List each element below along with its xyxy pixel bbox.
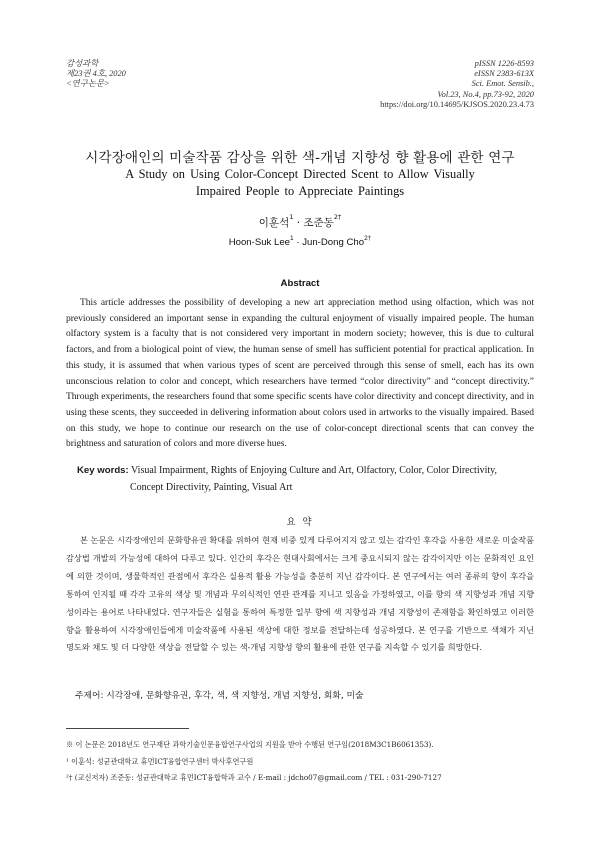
author1-affil-ko: 1 xyxy=(289,213,294,221)
footnote-divider xyxy=(66,728,189,729)
author-separator-en: · xyxy=(293,237,303,248)
summary-heading: 요 약 xyxy=(286,517,314,528)
author-separator-ko: · xyxy=(293,217,304,229)
footnote-funding: ※ 이 논문은 2018년도 연구재단 과학기술인문융합연구사업의 지원을 받아 수행된 연구임(2018M3C1B6061353). xyxy=(66,740,434,749)
journal-name-ko: 감성과학 xyxy=(66,59,99,68)
eissn: eISSN 2383-613X xyxy=(474,69,534,79)
journal-name-en: Sci. Emot. Sensib., xyxy=(471,79,534,89)
footnote-author1: ¹ 이훈석: 성균관대학교 휴먼ICT융합연구센터 박사후연구원 xyxy=(66,756,254,766)
abstract-heading: Abstract xyxy=(280,278,320,289)
summary-body: 본 논문은 시각장애인의 문화향유권 확대를 위하여 현재 비중 있게 다루어지지 않고 있는 감각인 후각을 사용한 새로운 미술작품 감상법 개발의 가능성에 대하여 다루고 있다. 인간의 후각은 현대사회에서는 크게 중요시되지 않는 감각이지만 이는 문화적인 요인에 의한 것이며, 생물학적인 관점에서 후각은 실용적 활용 가능성을 충분히 지닌 감각이다. 본 연구에서는 여러 종류의 향이 후각을 통하여 인지될 때 각각 고유의 색상 및 개념과 무의식적인 연관 관계를 지니고 있음을 가정하였고, 이를 향의 색 지향성과 개념 지향성이라는 용어로 나타내었다. 연구자들은 실험을 통하여 특정한 일부 향에 색 지향성과 개념 지향성이 존재함을 확인하였고 이러한 향을 활용하여 시각장애인들에게 미술작품에 사용된 색상에 대한 정보를 전달하는데 성공하였다. 본 연구를 기반으로 색채가 지닌 명도와 채도 및 더 다양한 색상을 전달할 수 있는 색-개념 지향성 향의 활용에 관한 연구를 지속할 수 있기를 희망한다. xyxy=(66,535,534,653)
author2-affil-en: 2† xyxy=(364,235,372,242)
title-english xyxy=(60,166,540,200)
footnote-author2: ²† (교신저자) 조준동: 성균관대학교 휴먼ICT융합학과 교수 / E-mail : jdcho07@gmail.com / TEL : 031-290-7127 xyxy=(66,773,442,783)
journal-volume-ko: 제23권 4호, 2020 xyxy=(66,69,126,79)
author1-name-en: Hoon-Suk Lee xyxy=(228,237,291,248)
author2-name-en: Jun-Dong Cho xyxy=(302,237,365,248)
footnotes xyxy=(66,737,536,787)
author1-name-ko: 이훈석 xyxy=(258,217,290,229)
keywords-english xyxy=(77,463,534,496)
author2-affil-ko: 2† xyxy=(333,213,342,221)
title-korean: 시각장애인의 미술작품 감상을 위한 색-개념 지향성 향 활용에 관한 연구 xyxy=(85,150,515,166)
journal-header-left xyxy=(66,59,126,90)
journal-volume-en: Vol.23, No.4, pp.73-92, 2020 xyxy=(437,89,534,99)
keywords-label: Key words: xyxy=(77,465,129,476)
authors-korean xyxy=(0,215,600,230)
journal-header-right xyxy=(380,59,534,110)
authors-english xyxy=(0,237,600,248)
article-type: <연구논문> xyxy=(66,79,110,89)
pissn: pISSN 1226-8593 xyxy=(474,59,534,68)
author1-affil-en: 1 xyxy=(290,235,294,242)
title-english-line-2: Impaired People to Appreciate Paintings xyxy=(195,184,405,198)
title-english-line-1: A Study on Using Color-Concept Directed Scent to Allow Visually xyxy=(125,167,475,181)
keywords-korean: 주제어: 시각장애, 문화향유권, 후각, 색, 색 지향성, 개념 지향성, 회화, 미술 xyxy=(75,691,364,701)
keywords-line-2: Concept Directivity, Painting, Visual Art xyxy=(130,481,293,493)
author2-name-ko: 조준동 xyxy=(303,217,334,229)
abstract-body: This article addresses the possibility of developing a new art appreciation method using olfaction, which was not previously considered an important sense in expanding the cultural enjoyment of visually impaired people. The human olfactory system is a faculty that is not considered very important in modern society; however, this is due to cultural factors, and from a biological point of view, the human sense of smell has sufficient potential for practical application. In this study, it is assumed that when various types of scent are perceived through this sense of smell, each has its own unconscious relation to color and concept, which researchers have termed “color directivity” and “concept directivity.” Through experiments, the researchers found that some specific scents have color directivity and concept directivity, and in using these scents, they succeeded in delivering information about colors used in artworks to the visually impaired. Based on this study, we hope to continue our research on the use of color-concept directional scents that can convey the brightness and saturation of colors and more diverse hues. xyxy=(66,298,534,450)
doi-link[interactable]: https://doi.org/10.14695/KJSOS.2020.23.4.73 xyxy=(380,99,534,109)
keywords-line-1: Visual Impairment, Rights of Enjoying Culture and Art, Olfactory, Color, Color Directivity, xyxy=(131,465,498,476)
